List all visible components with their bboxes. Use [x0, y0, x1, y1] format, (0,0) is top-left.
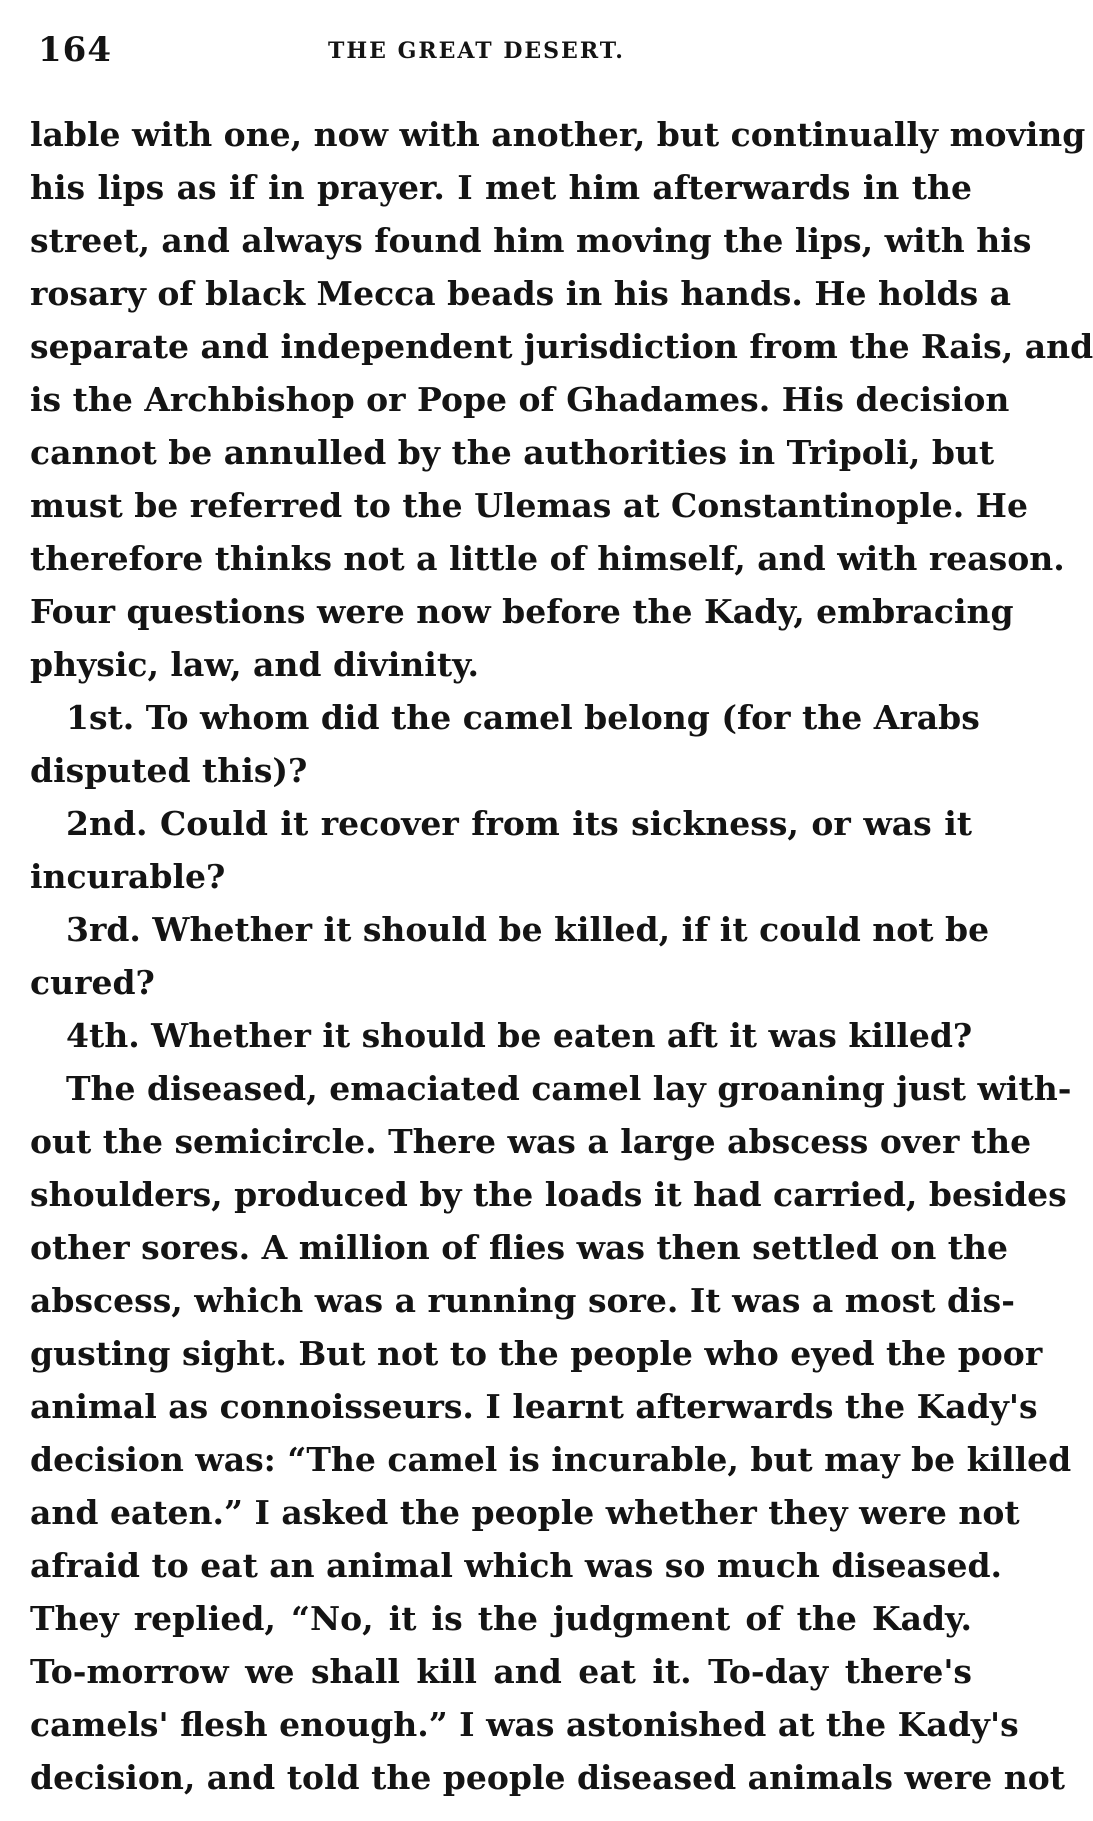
text-line: cannot be annulled by the authorities in Tripoli, but [30, 433, 995, 472]
text-line: lable with one, now with another, but continually moving [30, 115, 1086, 154]
question-line: 3rd. Whether it should be killed, if it could not be [66, 910, 990, 949]
text-line: cured? [30, 963, 155, 1002]
question-line: 1st. To whom did the camel belong (for the Arabs [66, 698, 980, 737]
text-line: shoulders, produced by the loads it had carried, besides [30, 1175, 1067, 1214]
text-line: incurable? [30, 857, 226, 896]
running-head: THE GREAT DESERT. [328, 38, 625, 64]
text-line: To-morrow we shall kill and eat it. To-day there's [30, 1652, 972, 1691]
text-line: physic, law, and divinity. [30, 645, 479, 684]
text-line: therefore thinks not a little of himself, and with reason. [30, 539, 1065, 578]
text-line: afraid to eat an animal which was so much diseased. [30, 1546, 1003, 1585]
body-text [30, 108, 1093, 1804]
text-line: separate and independent jurisdiction from the Rais, and [30, 327, 1093, 366]
text-line: camels' flesh enough.” I was astonished at the Kady's [30, 1705, 1019, 1744]
text-line: animal as connoisseurs. I learnt afterwards the Kady's [30, 1387, 1038, 1426]
text-line: disputed this)? [30, 751, 308, 790]
text-line: must be referred to the Ulemas at Constantinople. He [30, 486, 1028, 525]
text-line: decision, and told the people diseased animals were not [30, 1758, 1066, 1797]
text-line: and eaten.” I asked the people whether they were not [30, 1493, 1020, 1532]
text-line: is the Archbishop or Pope of Ghadames. His decision [30, 380, 1010, 419]
question-line: 4th. Whether it should be eaten aft it was killed? [66, 1016, 973, 1055]
text-line: rosary of black Mecca beads in his hands. He holds a [30, 274, 1012, 313]
text-line: decision was: “The camel is incurable, but may be killed [30, 1440, 1072, 1479]
text-line: abscess, which was a running sore. It was a most dis- [30, 1281, 1015, 1320]
text-line: out the semicircle. There was a large abscess over the [30, 1122, 1032, 1161]
question-line: 2nd. Could it recover from its sickness, or was it [66, 804, 972, 843]
text-line: They replied, “No, it is the judgment of the Kady. [30, 1599, 972, 1638]
text-line: street, and always found him moving the lips, with his [30, 221, 1032, 260]
text-line: Four questions were now before the Kady, embracing [30, 592, 1014, 631]
page-number: 164 [38, 30, 112, 70]
text-line: gusting sight. But not to the people who eyed the poor [30, 1334, 1043, 1373]
text-line: his lips as if in prayer. I met him afterwards in the [30, 168, 972, 207]
text-line: other sores. A million of flies was then settled on the [30, 1228, 1009, 1267]
paragraph-start-line: The diseased, emaciated camel lay groaning just with- [66, 1069, 1072, 1108]
page-header [38, 30, 980, 80]
